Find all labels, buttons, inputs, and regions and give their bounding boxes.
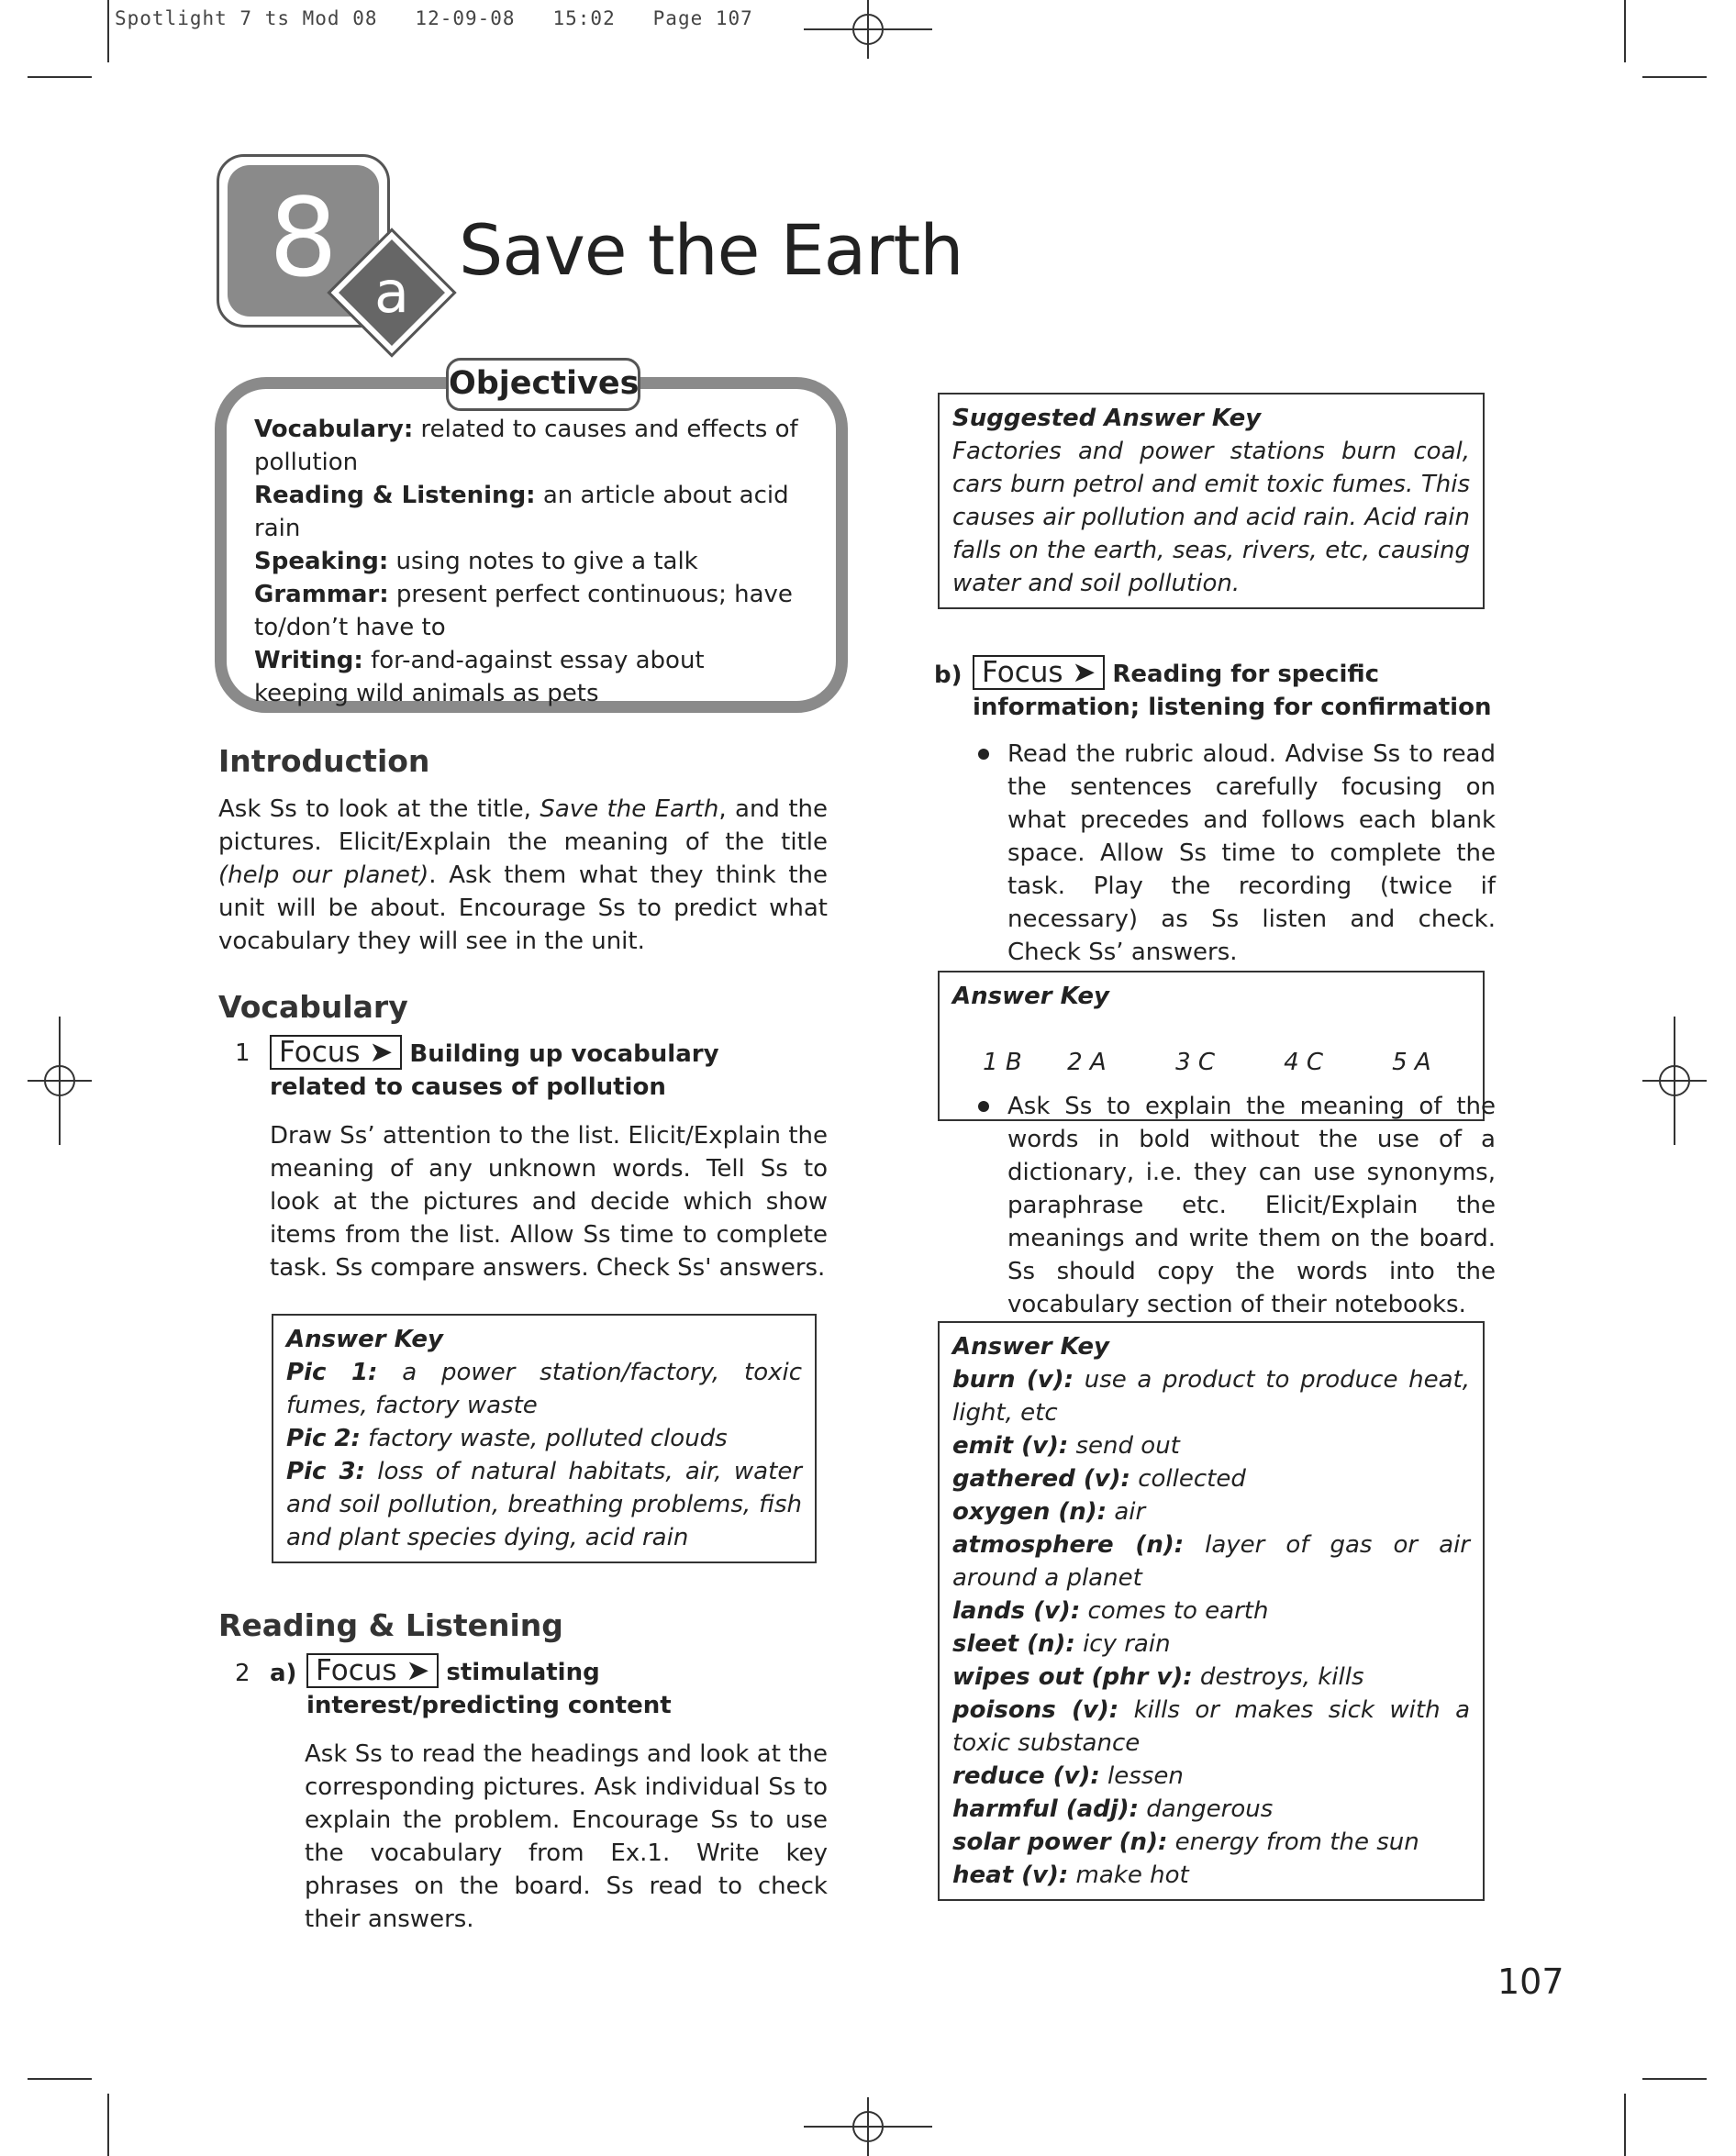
registration-mark-icon: [28, 1017, 92, 1145]
answer-key-item: Pic 1: a power station/factory, toxic fumes, factory waste: [286, 1359, 803, 1419]
glossary-item: solar power (n): energy from the sun: [952, 1828, 1419, 1856]
bullet-icon: [978, 749, 989, 760]
glossary-item: gathered (v): collected: [952, 1465, 1246, 1493]
suggested-key-heading: Suggested Answer Key: [952, 405, 1262, 432]
registration-mark-icon: [804, 2097, 932, 2156]
answer-row: 1 B 2 A 3 C 4 C 5 A: [983, 1049, 1431, 1076]
glossary-item: harmful (adj): dangerous: [952, 1795, 1274, 1823]
focus-tag: Focus ➤: [973, 655, 1105, 690]
crop-mark: [107, 0, 109, 62]
glossary-item: atmosphere (n): layer of gas or air around a planet: [952, 1531, 1470, 1592]
page-title: Save the Earth: [459, 209, 963, 291]
objectives-list: [254, 413, 805, 710]
vocabulary-instructions: Draw Ss’ attention to the list. Elicit/Explain the meaning of any unknown words. Tell Ss to look at the pictures and decide which show items from the list. Allow Ss time to complete task. Ss compare answers. Check Ss' answers.: [270, 1122, 828, 1282]
reading-listening-heading: Reading & Listening: [218, 1607, 563, 1643]
crop-mark: [107, 2094, 109, 2156]
glossary-item: oxygen (n): air: [952, 1498, 1146, 1526]
glossary-item: burn (v): use a product to produce heat, light, etc: [952, 1366, 1470, 1427]
objective-item: Speaking: using notes to give a talk: [254, 548, 698, 575]
answer-key-item: Pic 2: factory waste, polluted clouds: [286, 1425, 728, 1452]
glossary-item: wipes out (phr v): destroys, kills: [952, 1663, 1364, 1691]
suggested-key-text: Factories and power stations burn coal, cars burn petrol and emit toxic fumes. This causes air pollution and acid rain. Acid rain falls on the earth, seas, rivers, etc, causing water and soil pollution.: [952, 438, 1470, 597]
crop-mark: [1624, 0, 1626, 62]
part-b-bullet: Ask Ss to explain the meaning of the words in bold without the use of a dictionary, i.e. they can use synonyms, paraphrase etc. Elicit/Explain the meanings and write them on the board. Ss should copy the words into the vocabulary section of their notebooks.: [1007, 1093, 1496, 1318]
glossary-answer-key: [938, 1321, 1485, 1901]
bullet-icon: [978, 1101, 989, 1112]
part-b-focus: Focus ➤ Reading for specific information; listening for confirmation: [973, 656, 1492, 721]
unit-letter: a: [374, 259, 409, 326]
exercise-letter: a): [270, 1660, 297, 1687]
objective-item: Writing: for-and-against essay about keeping wild animals as pets: [254, 647, 705, 707]
objective-item: Vocabulary: related to causes and effects of pollution: [254, 416, 798, 476]
exercise-letter: b): [934, 661, 963, 689]
crop-mark: [28, 2078, 92, 2080]
unit-number: 8: [268, 174, 339, 301]
glossary-item: reduce (v): lessen: [952, 1762, 1184, 1790]
exercise-number: 2: [235, 1660, 250, 1687]
introduction-heading: Introduction: [218, 743, 430, 779]
registration-mark-icon: [1642, 1017, 1707, 1145]
glossary-item: poisons (v): kills or makes sick with a toxic substance: [952, 1696, 1471, 1757]
exercise-number: 1: [235, 1039, 250, 1067]
crop-mark: [28, 76, 92, 78]
glossary-item: heat (v): make hot: [952, 1861, 1189, 1889]
answer-key-item: Pic 3: loss of natural habitats, air, water and soil pollution, breathing problems, fish and plant species dying, acid rain: [286, 1458, 802, 1551]
registration-mark-icon: [804, 0, 932, 59]
objective-item: Grammar: present perfect continuous; have to/don’t have to: [254, 581, 793, 641]
vocabulary-answer-key: [272, 1314, 817, 1563]
reading-focus: Focus ➤ stimulating interest/predicting content: [306, 1654, 672, 1719]
part-b-bullet: Read the rubric aloud. Advise Ss to read the sentences carefully focusing on what precedes and follows each blank space. Allow Ss time to complete the task. Play the recording (twice if necessary) as Ss listen and check. Check Ss’ answers.: [1007, 740, 1496, 966]
vocabulary-heading: Vocabulary: [218, 989, 408, 1025]
suggested-answer-key: [938, 393, 1485, 609]
crop-mark: [1624, 2094, 1626, 2156]
introduction-text: Ask Ss to look at the title, Save the Earth, and the pictures. Elicit/Explain the meaning of the title (help our planet). Ask them what they think the unit will be about. Encourage Ss to predict what vocabulary they will see in the unit.: [218, 795, 828, 955]
reading-instructions: Ask Ss to read the headings and look at the corresponding pictures. Ask individual Ss to explain the problem. Encourage Ss to use the vocabulary from Ex.1. Write key phrases on the board. Ss read to check their answers.: [305, 1740, 828, 1933]
vocabulary-focus: Focus ➤ Building up vocabulary related to causes of pollution: [270, 1036, 719, 1101]
answer-key-heading: Answer Key: [952, 983, 1109, 1010]
glossary-item: emit (v): send out: [952, 1432, 1180, 1460]
crop-mark: [1642, 2078, 1707, 2080]
focus-tag: Focus ➤: [270, 1035, 402, 1070]
answer-key-heading: Answer Key: [286, 1326, 443, 1353]
focus-tag: Focus ➤: [306, 1653, 439, 1688]
crop-mark: [1642, 76, 1707, 78]
objectives-heading: Objectives: [446, 358, 640, 411]
page-number: 107: [1497, 1962, 1564, 2002]
glossary-item: lands (v): comes to earth: [952, 1597, 1269, 1625]
answer-key-heading: Answer Key: [952, 1333, 1109, 1361]
glossary-item: sleet (n): icy rain: [952, 1630, 1171, 1658]
printer-slug: Spotlight 7 ts Mod 08 12-09-08 15:02 Page 107: [115, 7, 753, 29]
objective-item: Reading & Listening: an article about acid rain: [254, 482, 789, 542]
